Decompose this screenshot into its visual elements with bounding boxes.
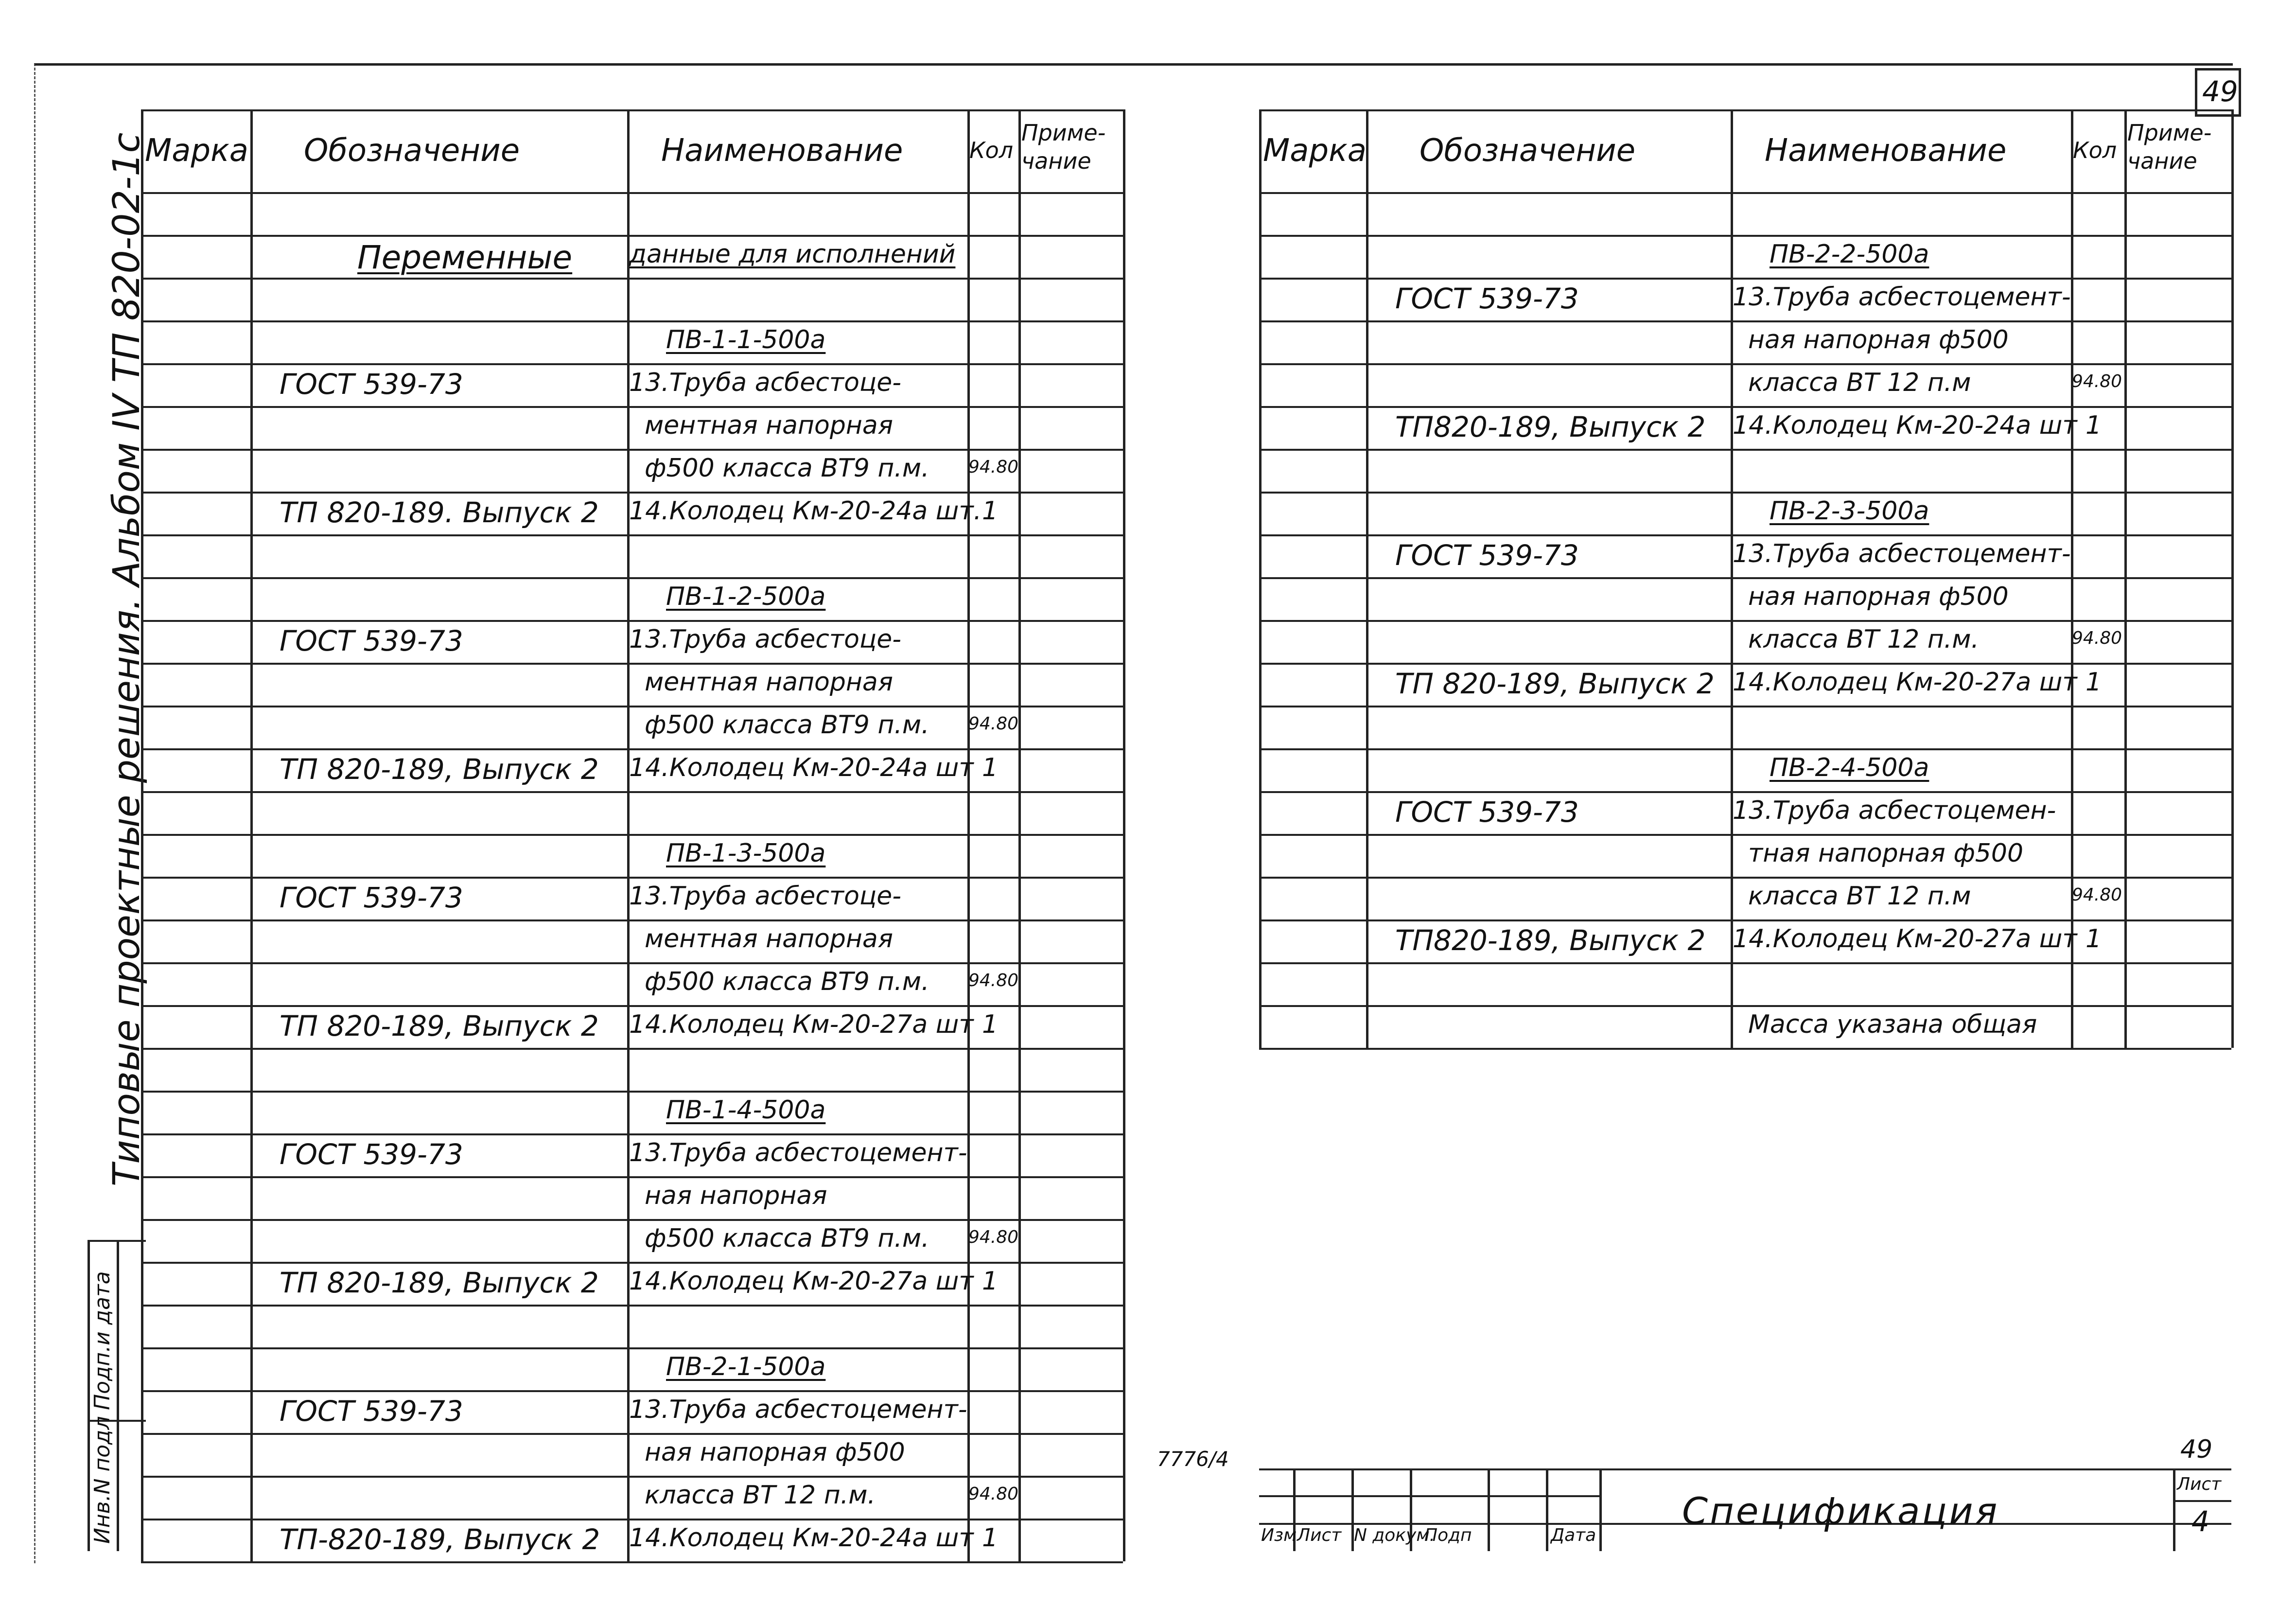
row-kol: 94.80 <box>968 971 1019 990</box>
row-naimenovanie: ПВ-2-4-500а <box>1770 753 1929 782</box>
row-naimenovanie: ф500 класса ВТ9 п.м. <box>645 710 929 740</box>
row-line <box>141 1005 1123 1007</box>
row-kol: 1 <box>982 1523 999 1553</box>
row-line <box>141 278 1123 280</box>
header-line <box>1259 192 2231 194</box>
row-line <box>141 1519 1123 1520</box>
column-line <box>2231 109 2234 1048</box>
header-naimenovanie: Наименование <box>661 133 903 169</box>
row-line <box>141 1476 1123 1478</box>
row-oboznachenie: ГОСТ 539-73 <box>1395 795 1579 829</box>
row-oboznachenie: ТП820-189, Выпуск 2 <box>1395 924 1706 957</box>
row-kol: 1 <box>2086 411 2102 440</box>
row-naimenovanie: ПВ-2-1-500а <box>666 1352 826 1381</box>
col-podp: Подп <box>1424 1525 1472 1545</box>
row-kol: 94.80 <box>2072 371 2122 391</box>
row-kol: 94.80 <box>968 1227 1019 1247</box>
header-marka: Марка <box>1263 133 1367 169</box>
row-naimenovanie: 13.Труба асбестоцемент- <box>629 1395 967 1424</box>
row-line <box>141 534 1123 536</box>
row-naimenovanie: ментная напорная <box>645 411 894 440</box>
header-prim-2: чание <box>1021 148 1091 174</box>
row-line <box>1259 278 2231 280</box>
row-naimenovanie: 13.Труба асбестоцемен- <box>1733 796 2056 825</box>
row-kol: 94.80 <box>2072 885 2122 905</box>
col-data: Дата <box>1551 1525 1596 1545</box>
row-oboznachenie: ГОСТ 539-73 <box>1395 539 1579 572</box>
row-line <box>141 1305 1123 1307</box>
row-line <box>141 1561 1123 1563</box>
row-naimenovanie: ПВ-1-3-500а <box>666 839 826 868</box>
header-kol: Кол <box>2073 137 2117 163</box>
row-naimenovanie: ментная напорная <box>645 924 894 954</box>
row-line <box>1259 706 2231 707</box>
row-naimenovanie: 13.Труба асбестоце- <box>629 625 902 654</box>
row-line <box>1259 1005 2231 1007</box>
row-oboznachenie: ГОСТ 539-73 <box>280 368 463 401</box>
row-naimenovanie: 14.Колодец Км-20-27а шт <box>1733 924 2077 954</box>
row-naimenovanie: 14.Колодец Км-20-24а шт. <box>629 496 982 526</box>
row-line <box>1259 834 2231 836</box>
row-line <box>141 791 1123 793</box>
row-line <box>1259 919 2231 921</box>
row-line <box>141 877 1123 879</box>
row-naimenovanie: 13.Труба асбестоцемент- <box>1733 283 2071 312</box>
row-oboznachenie: ГОСТ 539-73 <box>280 624 463 657</box>
row-naimenovanie: 14.Колодец Км-20-24а шт <box>629 753 974 782</box>
row-line <box>141 492 1123 494</box>
row-kol: 1 <box>982 496 999 526</box>
row-line <box>141 577 1123 579</box>
header-naimenovanie: Наименование <box>1765 133 2007 169</box>
sheet-number: 4 <box>2191 1505 2209 1538</box>
row-line <box>1259 320 2231 322</box>
row-oboznachenie: Переменные <box>357 239 573 276</box>
row-line <box>141 449 1123 451</box>
row-kol: 1 <box>2086 924 2102 954</box>
row-line <box>141 962 1123 964</box>
row-line <box>1259 877 2231 879</box>
row-line <box>141 235 1123 237</box>
top-sheet-number: 49 <box>2202 75 2238 108</box>
row-naimenovanie: 13.Труба асбестоцемент- <box>1733 539 2071 568</box>
row-line <box>141 1433 1123 1435</box>
row-oboznachenie: ТП 820-189, Выпуск 2 <box>280 1009 599 1043</box>
row-line <box>141 363 1123 365</box>
row-naimenovanie: 13.Труба асбестоце- <box>629 368 902 397</box>
side-album-title: Типовые проектные решения. Альбом IV ТП 820-02-1с <box>105 132 148 1186</box>
header-prim-1: Приме- <box>1021 120 1106 146</box>
row-naimenovanie: ПВ-1-1-500а <box>666 325 826 354</box>
row-naimenovanie: 14.Колодец Км-20-27а шт <box>629 1267 974 1296</box>
spec-title: Спецификация <box>1682 1489 1999 1533</box>
row-line <box>141 1048 1123 1050</box>
row-line <box>141 1219 1123 1221</box>
row-oboznachenie: ГОСТ 539-73 <box>1395 282 1579 315</box>
row-kol: 94.80 <box>2072 628 2122 648</box>
row-oboznachenie: ТП-820-189, Выпуск 2 <box>280 1523 600 1556</box>
row-line <box>1259 663 2231 665</box>
row-line <box>1259 791 2231 793</box>
row-kol: 1 <box>982 1010 999 1039</box>
col-ndokum: N докум. <box>1354 1525 1435 1545</box>
row-line <box>1259 492 2231 494</box>
row-naimenovanie: ПВ-2-2-500а <box>1770 240 1929 269</box>
header-oboznachenie: Обозначение <box>1420 133 1636 169</box>
row-line <box>141 1390 1123 1392</box>
row-oboznachenie: ТП 820-189, Выпуск 2 <box>280 753 599 786</box>
row-line <box>141 320 1123 322</box>
row-line <box>1259 363 2231 365</box>
row-naimenovanie: тная напорная ф500 <box>1748 839 2024 868</box>
row-line <box>141 406 1123 408</box>
row-oboznachenie: ТП 820-189. Выпуск 2 <box>280 496 599 529</box>
sheet-label: Лист <box>2177 1474 2222 1494</box>
row-line <box>141 919 1123 921</box>
row-naimenovanie: класса ВТ 12 п.м. <box>1748 625 1980 654</box>
row-kol: 1 <box>982 1267 999 1296</box>
row-naimenovanie: 14.Колодец Км-20-24а шт <box>1733 411 2077 440</box>
row-oboznachenie: ГОСТ 539-73 <box>280 1395 463 1428</box>
col-list: Лист <box>1297 1525 1342 1545</box>
row-naimenovanie: класса ВТ 12 п.м <box>1748 882 1971 911</box>
header-marka: Марка <box>145 133 248 169</box>
row-line <box>1259 748 2231 750</box>
row-line <box>1259 620 2231 622</box>
header-prim-1: Приме- <box>2127 120 2212 146</box>
row-naimenovanie: ная напорная ф500 <box>645 1438 905 1467</box>
row-line <box>1259 534 2231 536</box>
row-line <box>1259 449 2231 451</box>
row-naimenovanie: ф500 класса ВТ9 п.м. <box>645 967 929 996</box>
row-naimenovanie: ная напорная ф500 <box>1748 582 2009 611</box>
row-line <box>1259 235 2231 237</box>
row-naimenovanie: класса ВТ 12 п.м. <box>645 1481 876 1510</box>
header-oboznachenie: Обозначение <box>304 133 520 169</box>
row-kol: 94.80 <box>968 457 1019 477</box>
table-top-line <box>141 109 1123 111</box>
header-kol: Кол <box>969 137 1014 163</box>
row-line <box>1259 406 2231 408</box>
row-line <box>141 748 1123 750</box>
archive-number: 7776/4 <box>1157 1447 1229 1471</box>
row-line <box>1259 577 2231 579</box>
row-naimenovanie: Масса указана общая <box>1748 1010 2037 1039</box>
sign-date-label: Подп.и дата <box>90 1271 115 1410</box>
row-naimenovanie: ПВ-1-4-500а <box>666 1096 826 1125</box>
row-naimenovanie: ПВ-2-3-500а <box>1770 496 1929 526</box>
row-oboznachenie: ГОСТ 539-73 <box>280 1138 463 1171</box>
row-oboznachenie: ГОСТ 539-73 <box>280 881 463 914</box>
row-naimenovanie: 14.Колодец Км-20-27а шт <box>629 1010 974 1039</box>
row-naimenovanie: ф500 класса ВТ9 п.м. <box>645 1224 929 1253</box>
header-line <box>141 192 1123 194</box>
row-line <box>1259 962 2231 964</box>
row-naimenovanie: ПВ-1-2-500а <box>666 582 826 611</box>
col-izm: Изм <box>1261 1525 1297 1545</box>
table-top-line <box>1259 109 2231 111</box>
sheet-number-corner: 49 <box>2180 1435 2213 1464</box>
row-kol: 1 <box>2086 668 2102 697</box>
row-line <box>141 1262 1123 1264</box>
row-naimenovanie: 14.Колодец Км-20-24а шт <box>629 1523 974 1553</box>
row-line <box>141 706 1123 707</box>
row-oboznachenie: ТП 820-189, Выпуск 2 <box>1395 667 1715 700</box>
row-naimenovanie: ф500 класса ВТ9 п.м. <box>645 454 929 483</box>
row-naimenovanie: данные для исполнений <box>629 240 956 269</box>
row-naimenovanie: класса ВТ 12 п.м <box>1748 368 1971 397</box>
row-naimenovanie: 13.Труба асбестоцемент- <box>629 1138 967 1167</box>
row-oboznachenie: ТП 820-189, Выпуск 2 <box>280 1266 599 1299</box>
row-line <box>141 1176 1123 1178</box>
row-line <box>141 1347 1123 1349</box>
row-kol: 1 <box>982 753 999 782</box>
row-line <box>1259 1048 2231 1050</box>
row-kol: 94.80 <box>968 1484 1019 1504</box>
row-naimenovanie: ментная напорная <box>645 668 894 697</box>
row-line <box>141 1133 1123 1135</box>
row-naimenovanie: ная напорная <box>645 1181 827 1210</box>
row-line <box>141 663 1123 665</box>
row-line <box>141 620 1123 622</box>
row-line <box>141 834 1123 836</box>
row-naimenovanie: 13.Труба асбестоце- <box>629 882 902 911</box>
column-line <box>1123 109 1125 1561</box>
inv-label: Инв.N подл <box>90 1416 115 1544</box>
row-naimenovanie: ная напорная ф500 <box>1748 325 2009 354</box>
header-prim-2: чание <box>2127 148 2197 174</box>
row-kol: 94.80 <box>968 714 1019 734</box>
row-naimenovanie: 14.Колодец Км-20-27а шт <box>1733 668 2077 697</box>
row-line <box>141 1091 1123 1093</box>
row-oboznachenie: ТП820-189, Выпуск 2 <box>1395 410 1706 443</box>
